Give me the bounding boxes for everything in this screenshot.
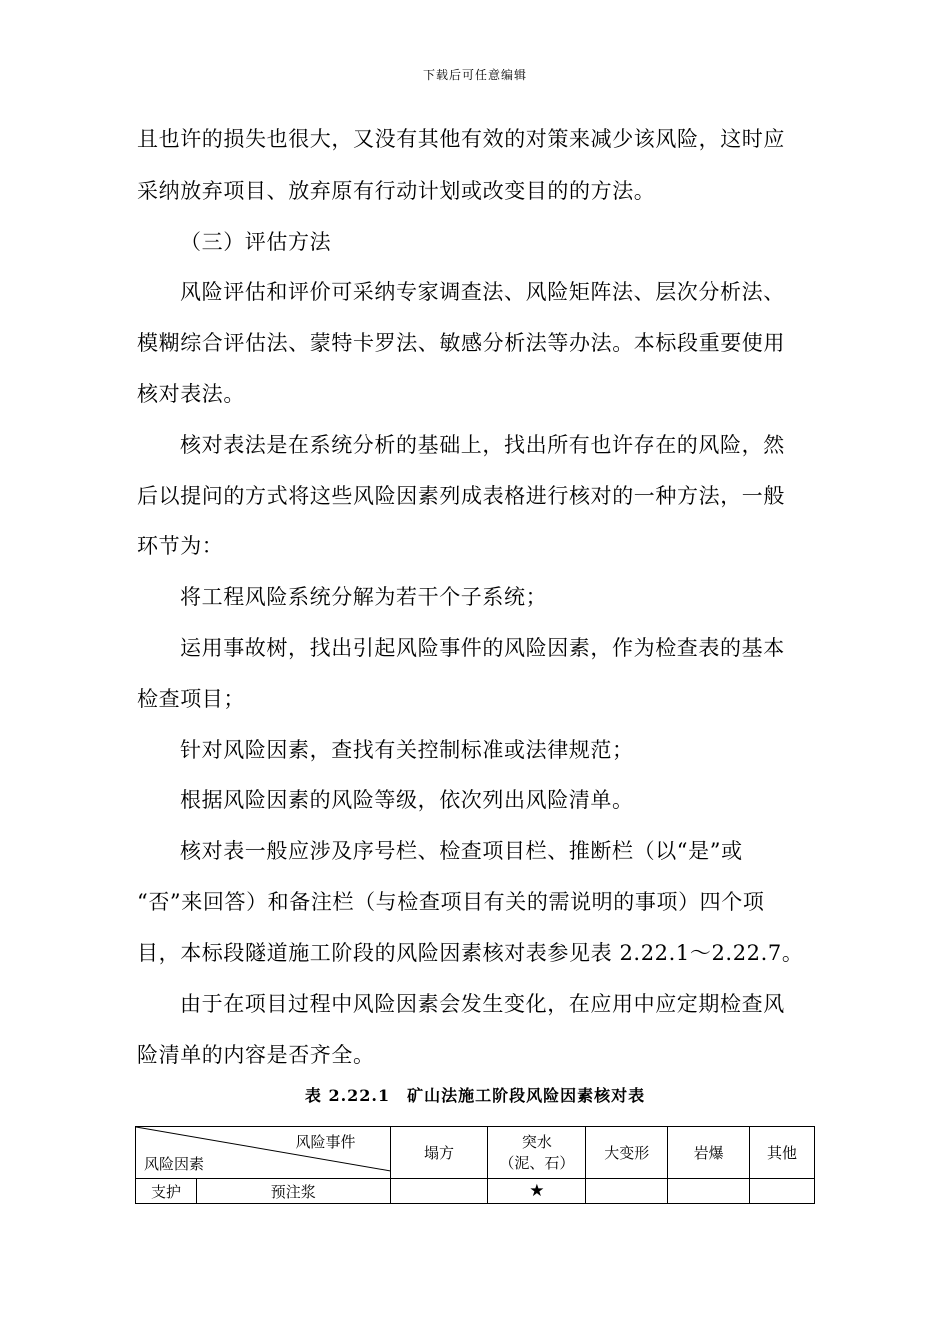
column-header-water-inrush-line1: 突水 [521, 1132, 552, 1151]
paragraph-line: “否”来回答）和备注栏（与检查项目有关的需说明的事项）四个项 [137, 890, 765, 914]
paragraph-line: 风险评估和评价可采纳专家调查法、风险矩阵法、层次分析法、 [180, 280, 785, 304]
paragraph-line: 运用事故树，找出引起风险事件的风险因素，作为检查表的基本 [180, 636, 785, 660]
paragraph-line: 根据风险因素的风险等级，依次列出风险清单。 [180, 788, 634, 812]
table-row [136, 1179, 815, 1204]
table-caption: 表 2.22.1 矿山法施工阶段风险因素核对表 [304, 1086, 646, 1105]
paragraph-line: 险清单的内容是否齐全。 [137, 1043, 375, 1067]
diagonal-header-cell [136, 1127, 391, 1179]
paragraph-line: 且也许的损失也很大，又没有其他有效的对策来减少该风险，这时应 [137, 127, 785, 151]
column-header-collapse: 塌方 [390, 1127, 488, 1179]
row-item-cell: 预注浆 [196, 1179, 390, 1204]
paragraph-line: 由于在项目过程中风险因素会发生变化，在应用中应定期检查风 [180, 992, 785, 1016]
column-header-rockburst: 岩爆 [668, 1127, 750, 1179]
paragraph-line: 检查项目； [137, 687, 245, 711]
row-other-cell [750, 1179, 815, 1204]
paragraph-line: 核对表法。 [137, 382, 245, 406]
column-header-large-deformation: 大变形 [586, 1127, 668, 1179]
table-header-row [136, 1127, 815, 1179]
paragraph-line: 针对风险因素，查找有关控制标准或法律规范； [180, 738, 634, 762]
column-header-water-inrush [488, 1127, 586, 1179]
paragraph-line: 目，本标段隧道施工阶段的风险因素核对表参见表 2.22.1～2.22.7。 [137, 941, 804, 965]
row-rockburst-cell [668, 1179, 750, 1204]
paragraph-line: 采纳放弃项目、放弃原有行动计划或改变目的的方法。 [137, 179, 656, 203]
paragraph-line: 后以提问的方式将这些风险因素列成表格进行核对的一种方法，一般 [137, 484, 785, 508]
paragraph-line: 核对表一般应涉及序号栏、检查项目栏、推断栏（以“是”或 [180, 839, 743, 863]
row-collapse-cell [390, 1179, 488, 1204]
row-category-cell: 支护 [136, 1179, 197, 1204]
section-heading: （三）评估方法 [180, 230, 332, 254]
row-large-deformation-cell [586, 1179, 668, 1204]
header-event-label: 风险事件 [295, 1133, 356, 1151]
paragraph-line: 模糊综合评估法、蒙特卡罗法、敏感分析法等办法。本标段重要使用 [137, 331, 785, 355]
paragraph-line: 将工程风险系统分解为若干个子系统； [180, 585, 548, 609]
header-factor-label: 风险因素 [144, 1155, 205, 1173]
paragraph-line: 环节为： [137, 534, 224, 558]
column-header-other: 其他 [750, 1127, 815, 1179]
column-header-water-inrush-line2: （泥、石） [499, 1153, 575, 1172]
star-mark-icon: ★ [529, 1181, 545, 1201]
row-water-inrush-cell [488, 1179, 586, 1204]
paragraph-line: 核对表法是在系统分析的基础上，找出所有也许存在的风险，然 [180, 433, 785, 457]
page-header: 下载后可任意编辑 [422, 68, 527, 82]
risk-checklist-table [135, 1126, 815, 1204]
